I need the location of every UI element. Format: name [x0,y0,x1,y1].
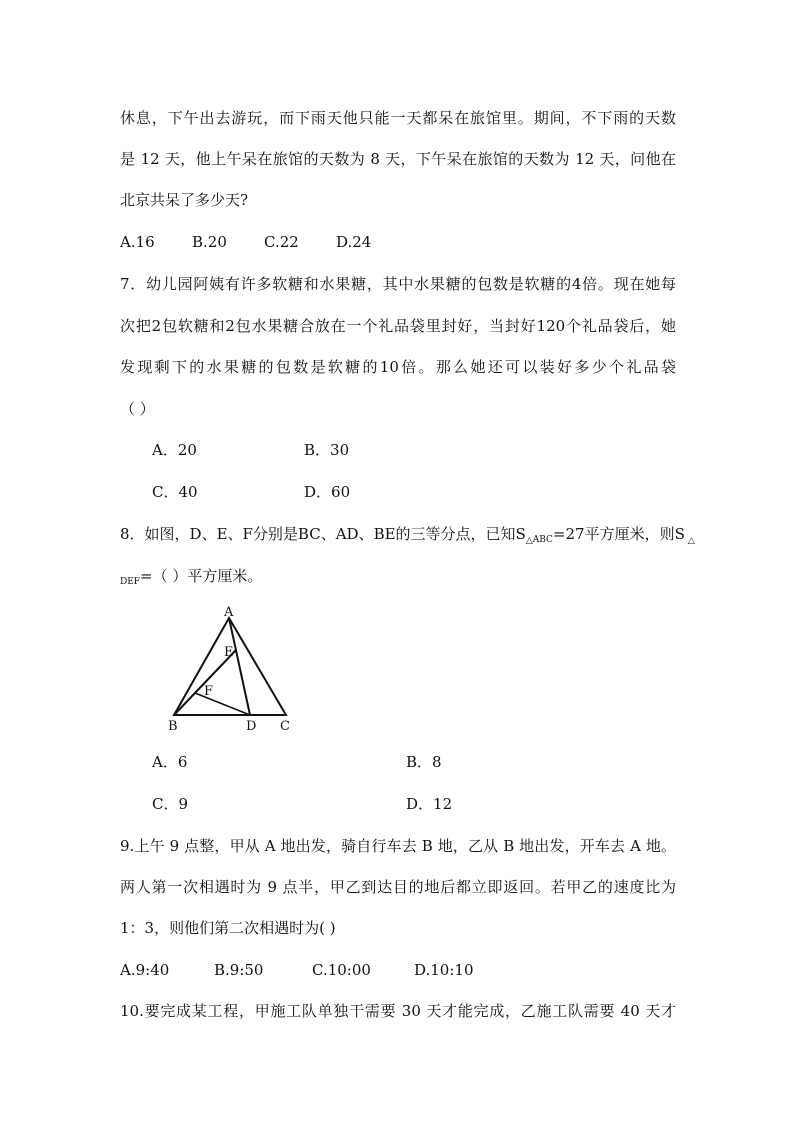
label-a: A [224,605,234,620]
label-c: C [280,719,290,734]
q6-option-d: D.24 [336,233,372,251]
q6-line-3: 北京共呆了多少天? [120,191,249,209]
label-b: B [168,719,178,734]
q7-option-b: B．30 [304,441,350,459]
q8-text-1: 8．如图，D、E、F分别是BC、AD、BE的三等分点，已知S [120,525,526,543]
triangle-abc [174,618,286,715]
q8-line-1 [120,524,695,551]
q8-triangle-symbol-2: △ [687,536,695,546]
label-d: D [246,719,257,734]
q6-line-1: 休息，下午出去游玩，而下雨天他只能一天都呆在旅馆里。期间，不下雨的天数 [120,109,676,127]
q8-line-2 [120,566,262,592]
q9-line-1: 9.上午 9 点整，甲从 A 地出发，骑自行车去 B 地，乙从 B 地出发，开车去 A 地。 [120,837,676,855]
q6-option-c: C.22 [264,233,299,251]
q7-line-3: 发现剩下的水果糖的包数是软糖的10倍。那么她还可以装好多少个礼品袋 [120,358,676,376]
q7-line-2: 次把2包软糖和2包水果糖合放在一个礼品袋里封好，当封好120个礼品袋后，她 [120,317,676,335]
q8-triangle-figure [160,602,300,734]
q8-text-3: =（ ）平方厘米。 [140,567,263,585]
q7-line-4: （ ） [120,400,155,418]
q7-option-c: C．40 [152,483,198,501]
q7-option-a: A．20 [152,441,197,459]
q9-option-c: C.10:00 [312,961,371,979]
q9-line-3: 1：3，则他们第二次相遇时为( ) [120,919,336,937]
q9-option-b: B.9:50 [214,961,264,979]
q8-subscript-abc: ABC [532,535,553,545]
q8-text-2: =27平方厘米，则S [552,525,685,543]
segment-de [236,650,250,715]
q7-line-1: 7．幼儿园阿姨有许多软糖和水果糖，其中水果糖的包数是软糖的4倍。现在她每 [120,275,676,293]
label-f: F [204,684,214,699]
q6-option-a: A.16 [120,233,155,251]
label-e: E [224,645,234,660]
q7-option-d: D．60 [304,483,351,501]
q8-subscript-def: DEF [120,577,141,587]
q9-line-2: 两人第一次相遇时为 9 点半，甲乙到达目的地后都立即返回。若甲乙的速度比为 [120,878,676,896]
q10-line-1: 10.要完成某工程，甲施工队单独干需要 30 天才能完成，乙施工队需要 40 天才 [120,1002,676,1020]
q9-option-d: D.10:10 [414,961,474,979]
q8-option-c: C．9 [152,795,189,813]
q9-option-a: A.9:40 [120,961,170,979]
q6-option-b: B.20 [192,233,227,251]
q6-line-2: 是 12 天，他上午呆在旅馆的天数为 8 天，下午呆在旅馆的天数为 12 天，问他在 [120,150,676,168]
q8-option-d: D．12 [406,795,453,813]
q8-option-a: A．6 [152,753,188,771]
q8-triangle-symbol-1: △ [525,536,533,546]
q8-option-b: B．8 [406,753,442,771]
